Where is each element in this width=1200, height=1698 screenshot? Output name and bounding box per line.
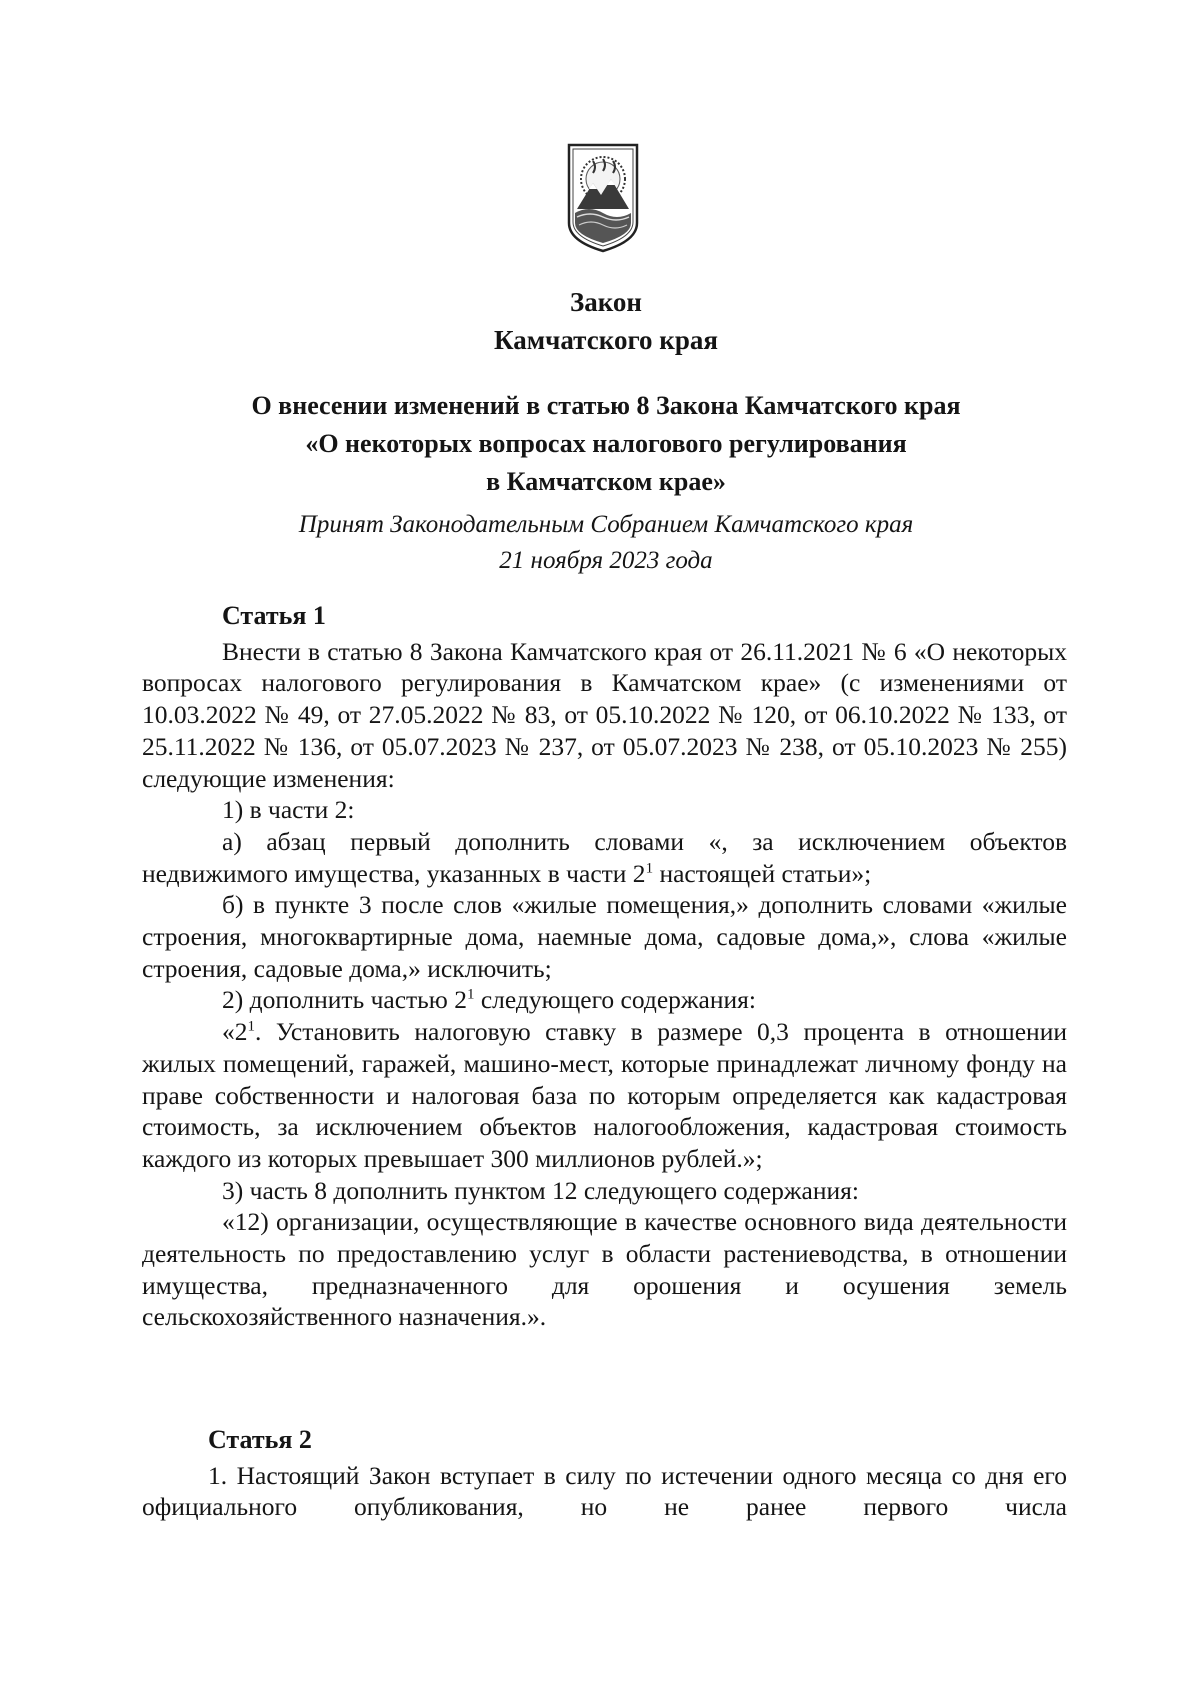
adoption-note [0, 507, 1200, 579]
adoption-note-line1: Принят Законодательным Собранием Камчатского края [298, 511, 914, 538]
law-title [0, 283, 1200, 359]
article-1-intro: Внести в статью 8 Закона Камчатского края от 26.11.2021 № 6 «О некоторых вопросах налогового регулирования в Камчатском крае» (с изменениями от 10.03.2022 № 49, от 27.05.2022 № 83, от 05.10.2022 № 120, от 06.10.2022 № 133, от 25.11.2022 № 136, от 05.07.2023 № 237, от 05.07.2023 № 238, от 05.10.2023 № 255) следующие изменения: [142, 636, 1067, 793]
article-1-item-3-quote: «12) организации, осуществляющие в качестве основного вида деятельности деятельность по предоставлению услуг в области растениеводства, в отношении имущества, предназначенного для орошения и осушения земель сельскохозяйственного назначения.». [142, 1207, 1067, 1332]
law-subject [0, 387, 1200, 501]
article-1-item-2: 2) дополнить частью $2^1$ следующего содержания: [222, 985, 756, 1015]
article-1-heading: Статья 1 [222, 601, 326, 630]
article-2-para-1: 1. Настоящий Закон вступает в силу по истечении одного месяца со дня его официального опубликования, но не ранее первого числа [142, 1460, 1067, 1522]
article-1-item-2-quote: «$2^1$. Установить налоговую ставку в размере 0,3 процента в отношении жилых помещений, гаражей, машино-мест, которые принадлежат личному фонду на праве собственности и налоговая база по которым определяется как кадастровая стоимость, за исключением объектов налогообложения, кадастровая стоимость каждого из которых превышает 300 миллионов рублей.»; [142, 1017, 1067, 1173]
article-2-heading: Статья 2 [208, 1425, 312, 1454]
article-1-item-1: 1) в части 2: [222, 795, 355, 825]
adoption-date: 21 ноября 2023 года [499, 547, 713, 574]
law-title-line2: Камчатского края [494, 325, 718, 355]
article-1-item-3: 3) часть 8 дополнить пунктом 12 следующего содержания: [222, 1175, 859, 1205]
law-title-line1: Закон [569, 287, 642, 317]
article-1-item-1b: б) в пункте 3 после слов «жилые помещения,» дополнить словами «жилые строения, многоквартирные дома, наемные дома, садовые дома,», слова «жилые строения, садовые дома,» исключить; [142, 890, 1067, 983]
article-1 [142, 600, 1067, 1333]
law-subject-line1: О внесении изменений в статью 8 Закона Камчатского края [251, 391, 961, 420]
law-subject-line2: «О некоторых вопросах налогового регулирования [305, 429, 907, 458]
kamchatka-coat-of-arms-icon [567, 143, 639, 253]
law-subject-line3: в Камчатском крае» [486, 467, 726, 496]
article-2 [142, 1424, 1067, 1523]
article-1-item-1a: а) абзац первый дополнить словами «, за исключением объектов недвижимого имущества, указанных в части $2^1$ настоящей статьи»; [142, 826, 1067, 888]
